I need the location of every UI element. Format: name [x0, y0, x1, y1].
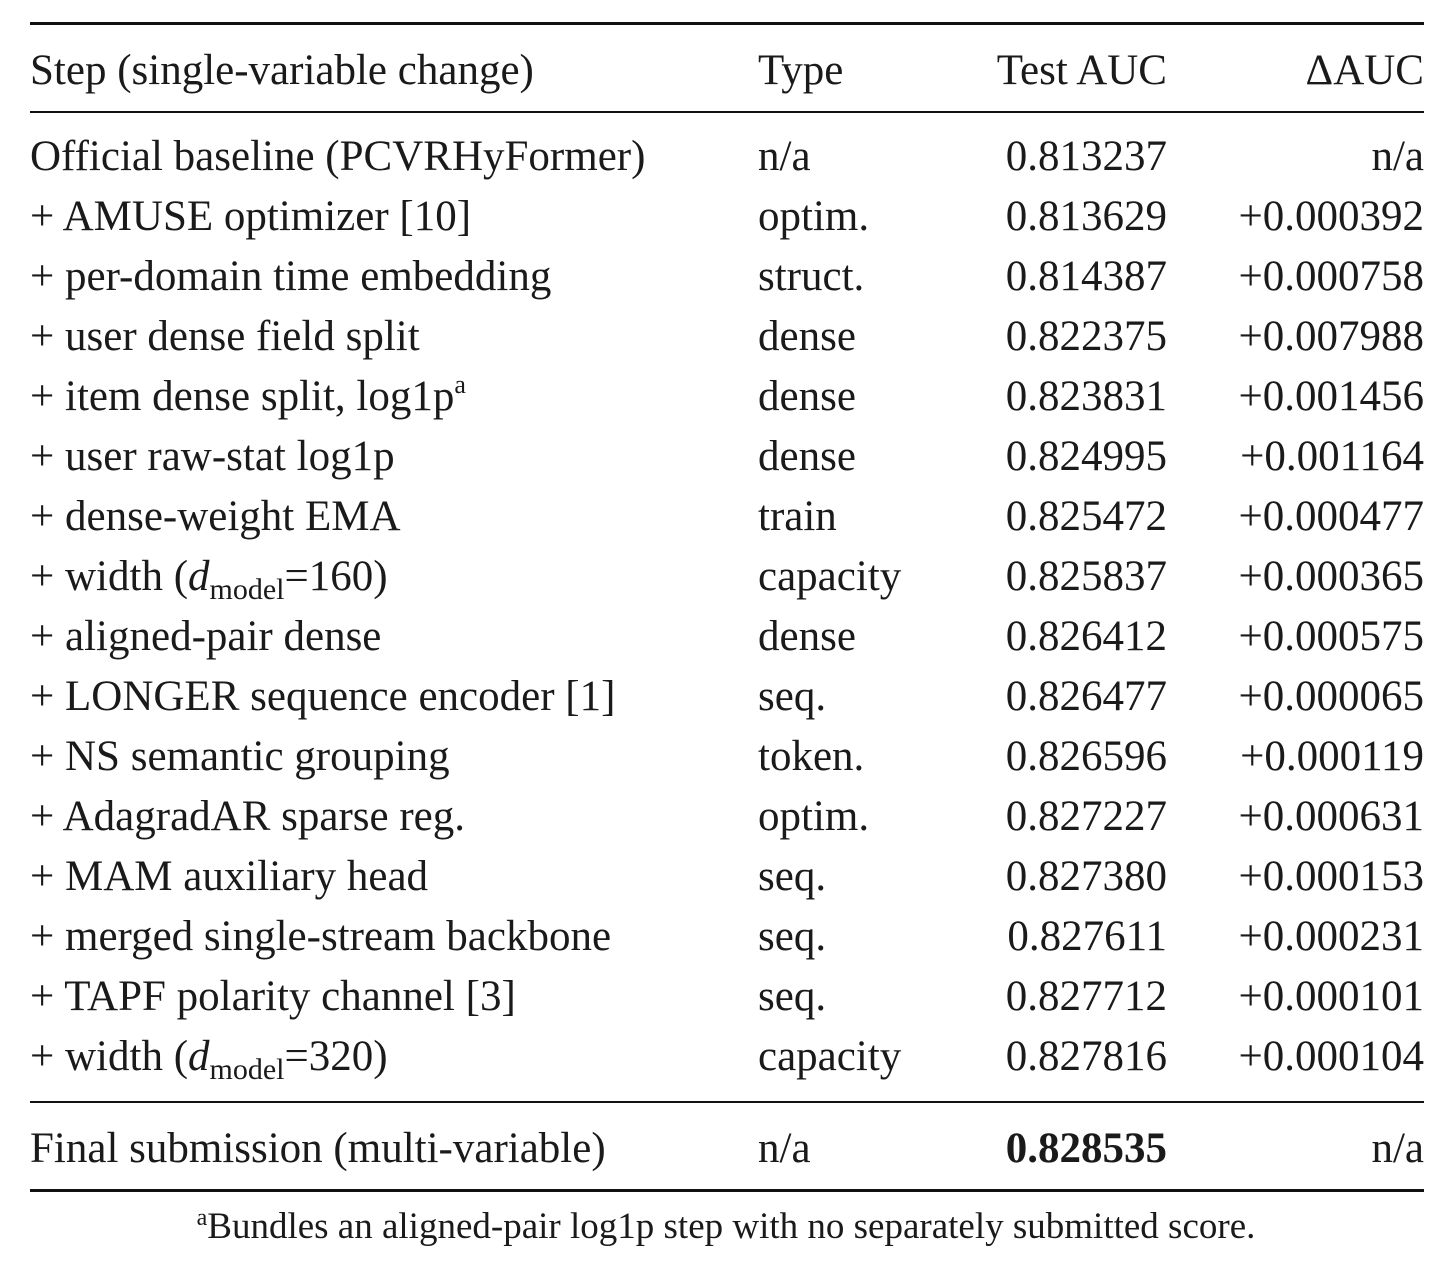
row-type: capacity [758, 1033, 902, 1080]
row-test-auc: 0.827380 [1005, 853, 1167, 900]
row-step: + width $(d_{model}=160)$ [30, 553, 388, 606]
row-delta-auc: n/a [1371, 133, 1424, 180]
table-row [30, 907, 1424, 967]
row-delta-auc: +0.000575 [1238, 613, 1424, 660]
footnote-marker: a [196, 1205, 208, 1231]
row-delta-auc: +0.000119 [1240, 733, 1424, 780]
row-type: dense [758, 373, 856, 420]
table-row [30, 247, 1424, 307]
row-test-auc: 0.813237 [1005, 133, 1167, 180]
row-step: + MAM auxiliary head [30, 853, 429, 900]
row-test-auc: 0.826477 [1005, 673, 1167, 720]
row-delta-auc: +0.000104 [1238, 1033, 1424, 1080]
row-step: + item dense split, log1p$^a$ [30, 370, 466, 420]
row-test-auc: 0.822375 [1005, 313, 1167, 360]
row-test-auc: 0.827227 [1005, 793, 1167, 840]
row-step: + per-domain time embedding [30, 253, 552, 300]
header-step: Step (single-variable change) [30, 47, 534, 94]
final-delta-auc: n/a [1371, 1125, 1424, 1172]
results-table [30, 22, 1424, 1192]
row-step: + TAPF polarity channel [3] [30, 973, 516, 1020]
table-footnote [0, 1202, 1452, 1256]
row-type: struct. [758, 253, 865, 300]
row-delta-auc: +0.000758 [1238, 253, 1424, 300]
table-row [30, 487, 1424, 547]
row-test-auc: 0.813629 [1005, 193, 1167, 240]
row-delta-auc: +0.000477 [1238, 493, 1424, 540]
table-row [30, 367, 1424, 427]
row-delta-auc: +0.000365 [1238, 553, 1424, 600]
table-final-row [30, 1103, 1424, 1189]
header-test-auc: Test AUC [996, 47, 1167, 94]
row-step: + merged single-stream backbone [30, 913, 612, 960]
table-row [30, 607, 1424, 667]
row-test-auc: 0.824995 [1005, 433, 1167, 480]
row-delta-auc: +0.000231 [1238, 913, 1424, 960]
row-step: + AMUSE optimizer [10] [30, 193, 472, 240]
row-type: dense [758, 433, 856, 480]
row-step: + NS semantic grouping [30, 733, 450, 780]
row-step: Official baseline (PCVRHyFormer) [30, 133, 646, 180]
table-header-row [30, 25, 1424, 111]
table-row [30, 847, 1424, 907]
row-test-auc: 0.827712 [1005, 973, 1167, 1020]
row-delta-auc: +0.000065 [1238, 673, 1424, 720]
row-step: + user dense field split [30, 313, 420, 360]
row-type: optim. [758, 793, 870, 840]
final-type: n/a [758, 1125, 811, 1172]
row-type: seq. [758, 913, 827, 960]
row-step: + width $(d_{model}=320)$ [30, 1033, 388, 1086]
row-type: optim. [758, 193, 870, 240]
footnote-text: Bundles an aligned-pair log1p step with no separately submitted score. [207, 1206, 1256, 1247]
header-delta-auc: ΔAUC [1305, 47, 1424, 94]
row-test-auc: 0.823831 [1005, 373, 1167, 420]
table-row [30, 547, 1424, 607]
row-type: token. [758, 733, 865, 780]
row-step: + aligned-pair dense [30, 613, 382, 660]
row-step: + user raw-stat log1p [30, 433, 395, 480]
table-row [30, 427, 1424, 487]
row-step: + LONGER sequence encoder [1] [30, 673, 616, 720]
row-delta-auc: +0.001456 [1238, 373, 1424, 420]
row-test-auc: 0.826596 [1005, 733, 1167, 780]
row-type: seq. [758, 853, 827, 900]
row-type: n/a [758, 133, 811, 180]
table-row [30, 667, 1424, 727]
row-type: dense [758, 313, 856, 360]
table-row [30, 727, 1424, 787]
footnote-ref: a [454, 370, 466, 399]
row-test-auc: 0.825472 [1005, 493, 1167, 540]
row-test-auc: 0.827611 [1007, 913, 1167, 960]
final-test-auc: 0.828535 [1005, 1125, 1167, 1172]
row-test-auc: 0.825837 [1005, 553, 1167, 600]
row-type: dense [758, 613, 856, 660]
row-step: + dense-weight EMA [30, 493, 401, 540]
row-delta-auc: +0.001164 [1240, 433, 1424, 480]
final-step: Final submission (multi-variable) [30, 1125, 606, 1172]
row-delta-auc: +0.000153 [1238, 853, 1424, 900]
row-test-auc: 0.827816 [1005, 1033, 1167, 1080]
table-row [30, 1027, 1424, 1087]
header-type: Type [758, 47, 844, 94]
row-type: capacity [758, 553, 902, 600]
row-step: + AdagradAR sparse reg. [30, 793, 466, 840]
table-row [30, 307, 1424, 367]
row-test-auc: 0.826412 [1005, 613, 1167, 660]
row-delta-auc: +0.000392 [1238, 193, 1424, 240]
row-delta-auc: +0.000631 [1238, 793, 1424, 840]
row-delta-auc: +0.000101 [1238, 973, 1424, 1020]
table-row [30, 787, 1424, 847]
row-type: train [758, 493, 837, 540]
row-test-auc: 0.814387 [1005, 253, 1167, 300]
row-delta-auc: +0.007988 [1238, 313, 1424, 360]
row-type: seq. [758, 673, 827, 720]
table-body [30, 127, 1424, 1087]
row-type: seq. [758, 973, 827, 1020]
table-row [30, 127, 1424, 187]
table-row [30, 967, 1424, 1027]
table-row [30, 187, 1424, 247]
